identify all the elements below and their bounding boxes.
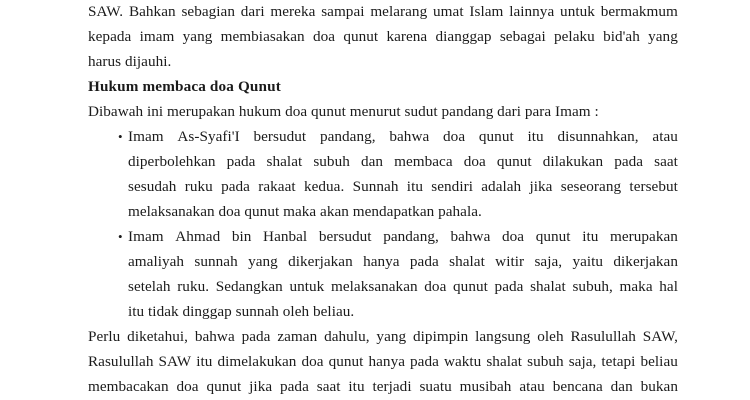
word: umat xyxy=(433,3,464,20)
text-line xyxy=(88,377,678,397)
list-bullet-icon: • xyxy=(118,229,123,244)
word: SAW xyxy=(158,353,192,370)
word: itu xyxy=(196,353,213,370)
word: imam xyxy=(139,28,175,45)
word: sampai xyxy=(321,3,365,20)
word: hanya xyxy=(368,353,405,370)
word: merupakan xyxy=(610,228,678,245)
word: qunut xyxy=(206,378,242,395)
word: Perlu xyxy=(88,328,121,345)
word: tetapi xyxy=(601,353,636,370)
word: diketahui, xyxy=(127,328,188,345)
text-line xyxy=(128,177,678,197)
word: membaca xyxy=(394,153,453,170)
word: qunut xyxy=(328,353,364,370)
word: subuh xyxy=(527,353,564,370)
word: dahulu, xyxy=(324,328,370,345)
word: pandang, xyxy=(319,128,376,145)
word: Bahkan xyxy=(128,3,176,20)
word: yang xyxy=(248,253,278,270)
word: doa xyxy=(501,228,525,245)
word: atau xyxy=(519,378,545,395)
word: bersudut xyxy=(318,228,372,245)
word: hanya xyxy=(363,253,400,270)
word: qunut xyxy=(343,28,379,45)
word: melaksanakan xyxy=(331,278,418,295)
word: qunut xyxy=(478,128,514,145)
text-line xyxy=(88,27,678,47)
word: mereka xyxy=(270,3,316,20)
word: bukan xyxy=(640,378,678,395)
word: karena xyxy=(386,28,428,45)
word: sesudah xyxy=(128,178,177,195)
word: pada xyxy=(221,178,250,195)
word: dipimpin xyxy=(413,328,469,345)
text-line: melaksanakan doa qunut maka akan mendapatkan pahala. xyxy=(128,203,482,220)
word: doa xyxy=(443,128,466,145)
word: amaliyah xyxy=(128,253,185,270)
word: pada xyxy=(280,378,309,395)
word: yaitu xyxy=(572,253,604,270)
word: pada xyxy=(494,278,524,295)
word: yang xyxy=(182,28,213,45)
word: adalah xyxy=(481,178,522,195)
word: jika xyxy=(529,178,553,195)
word: setelah xyxy=(128,278,171,295)
word: itu xyxy=(582,228,599,245)
word: Sedangkan xyxy=(215,278,283,295)
word: pada xyxy=(226,153,256,170)
text-line: Dibawah ini merupakan hukum doa qunut menurut sudut pandang dari para Imam : xyxy=(88,103,599,120)
text-line xyxy=(128,127,678,147)
word: doa xyxy=(424,278,447,295)
word: subuh xyxy=(313,153,350,170)
word: saja, xyxy=(534,253,563,270)
word: qunut xyxy=(496,153,532,170)
word: SAW. xyxy=(88,3,124,20)
word: shalat xyxy=(266,153,303,170)
word: maka xyxy=(619,278,653,295)
word: yang xyxy=(648,28,678,45)
word: jika xyxy=(249,378,273,395)
text-line xyxy=(88,327,678,347)
word: qunut xyxy=(453,278,488,295)
word: beliau xyxy=(640,353,678,370)
text-line xyxy=(128,277,678,297)
word: pelaku xyxy=(554,28,595,45)
word: dan xyxy=(360,153,384,170)
word: pada xyxy=(409,253,439,270)
word: dianggap xyxy=(435,28,492,45)
word: pandang, xyxy=(383,228,439,245)
word: doa xyxy=(312,28,336,45)
word: Imam xyxy=(128,128,164,145)
word: itu xyxy=(527,128,544,145)
text-line xyxy=(128,227,678,247)
word: bid'ah xyxy=(603,28,640,45)
text-line xyxy=(88,352,678,372)
word: rakaat xyxy=(258,178,296,195)
word: bencana xyxy=(552,378,603,395)
word: diperbolehkan xyxy=(128,153,216,170)
word: As-Syafi'I xyxy=(177,128,240,145)
word: bermakmum xyxy=(600,3,678,20)
word: bahwa xyxy=(389,128,430,145)
word: dimelakukan xyxy=(217,353,297,370)
word: dan xyxy=(610,378,633,395)
word: sendiri xyxy=(431,178,473,195)
word: bahwa xyxy=(450,228,491,245)
word: itu xyxy=(348,378,365,395)
word: witir xyxy=(495,253,525,270)
word: zaman xyxy=(277,328,318,345)
word: Hanbal xyxy=(263,228,308,245)
word: dikerjakan xyxy=(288,253,353,270)
word: shalat xyxy=(486,353,523,370)
word: doa xyxy=(463,153,486,170)
word: waktu xyxy=(443,353,482,370)
word: atau xyxy=(652,128,678,145)
word: ruku xyxy=(184,178,213,195)
word: disunnahkan, xyxy=(557,128,639,145)
word: dikerjakan xyxy=(613,253,678,270)
word: membiasakan xyxy=(220,28,305,45)
word: pada xyxy=(241,328,271,345)
word: ruku. xyxy=(177,278,210,295)
word: melarang xyxy=(370,3,428,20)
word: langsung xyxy=(475,328,531,345)
word: yang xyxy=(376,328,407,345)
heading-hukum-membaca-doa-qunut: Hukum membaca doa Qunut xyxy=(88,78,281,95)
word: sebagai xyxy=(499,28,546,45)
word: Sunnah xyxy=(352,178,399,195)
word: dilakukan xyxy=(542,153,604,170)
word: qunut xyxy=(535,228,571,245)
word: hal xyxy=(659,278,678,295)
word: sebagian xyxy=(181,3,235,20)
text-line xyxy=(88,2,678,22)
word: saat xyxy=(316,378,341,395)
word: subuh, xyxy=(572,278,613,295)
word: kepada xyxy=(88,28,132,45)
word: shalat xyxy=(530,278,566,295)
word: suatu xyxy=(419,378,452,395)
word: tersebut xyxy=(629,178,678,195)
word: musibah xyxy=(459,378,512,395)
word: bersudut xyxy=(253,128,307,145)
word: untuk xyxy=(289,278,325,295)
word: sunnah xyxy=(194,253,238,270)
word: Rasulullah xyxy=(570,328,636,345)
text-line: harus dijauhi. xyxy=(88,53,172,70)
word: SAW, xyxy=(642,328,678,345)
word: membacakan xyxy=(88,378,169,395)
word: saat xyxy=(654,153,678,170)
word: lainnya xyxy=(509,3,555,20)
word: Ahmad xyxy=(175,228,221,245)
word: doa xyxy=(176,378,199,395)
word: saja, xyxy=(568,353,597,370)
text-line xyxy=(128,152,678,172)
word: bahwa xyxy=(194,328,235,345)
word: oleh xyxy=(537,328,564,345)
word: seseorang xyxy=(560,178,622,195)
word: bin xyxy=(231,228,252,245)
word: shalat xyxy=(449,253,485,270)
word: Imam xyxy=(128,228,164,245)
word: terjadi xyxy=(372,378,412,395)
word: Islam xyxy=(469,3,504,20)
word: dari xyxy=(240,3,265,20)
word: Rasulullah xyxy=(88,353,154,370)
word: pada xyxy=(410,353,439,370)
word: pada xyxy=(614,153,644,170)
word: itu xyxy=(406,178,423,195)
word: kedua. xyxy=(303,178,345,195)
text-line: itu tidak dinggap sunnah oleh beliau. xyxy=(128,303,355,320)
word: doa xyxy=(301,353,324,370)
word: untuk xyxy=(560,3,595,20)
list-bullet-icon: • xyxy=(118,129,123,144)
text-line xyxy=(128,252,678,272)
